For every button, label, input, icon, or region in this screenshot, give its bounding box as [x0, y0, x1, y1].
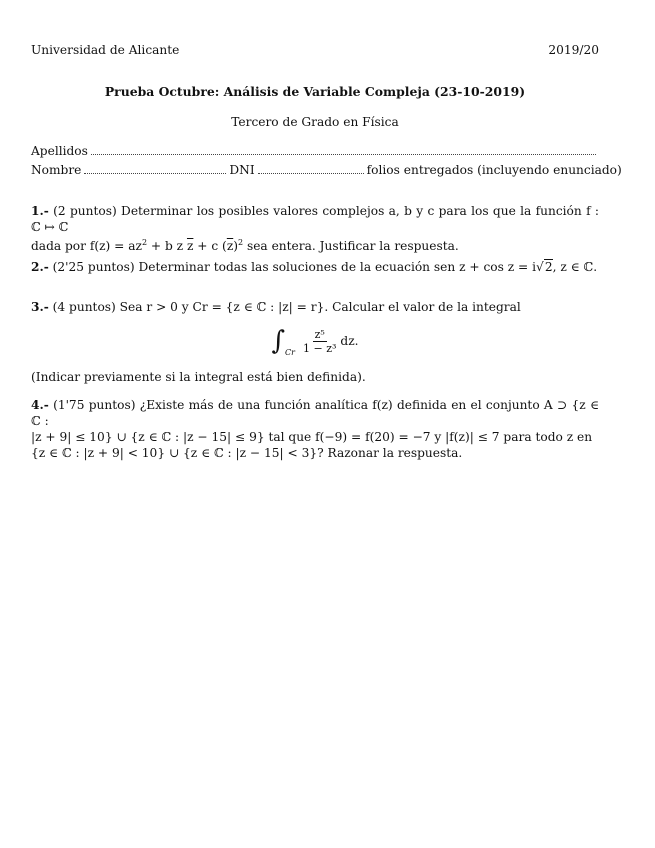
exam-subtitle: Tercero de Grado en Física: [231, 115, 399, 129]
question-4-line-2: |z + 9| ≤ 10} ∪ {z ∈ ℂ : |z − 15| ≤ 9} tal que f(−9) = f(20) = −7 y |f(z)| ≤ 7 para todo z en: [31, 430, 593, 444]
integrand-denominator: 1 − z³: [302, 341, 337, 355]
apellidos-line: [31, 143, 599, 159]
integral-sign: ∫: [271, 326, 286, 356]
question-3-text: (4 puntos) Sea r > 0 y Cr = {z ∈ ℂ : |z| = r}. Calcular el valor de la integral: [52, 300, 521, 314]
question-4-line-3: {z ∈ ℂ : |z + 9| < 10} ∪ {z ∈ ℂ : |z − 15| < 3}? Razonar la respuesta.: [31, 446, 463, 460]
dni-label: DNI: [229, 163, 255, 177]
q1-line-end: sea entera. Justificar la respuesta.: [243, 239, 459, 254]
integrand-numerator: z⁵: [314, 327, 325, 341]
question-4-line-1: (1'75 puntos) ¿Existe más de una función analítica f(z) definida en el conjunto A ⊃ {z ∈ ℂ :: [31, 398, 599, 428]
dni-field[interactable]: [258, 163, 364, 174]
academic-year: 2019/20: [548, 43, 599, 57]
q1-formula-start: dada por f(z) = az: [31, 239, 142, 254]
nombre-label: Nombre: [31, 163, 82, 177]
folios-label: folios entregados (incluyendo enunciado): [366, 163, 622, 177]
integral-differential: dz.: [340, 334, 359, 348]
nombre-field[interactable]: [84, 163, 226, 174]
question-2-text-end: , z ∈ ℂ.: [552, 260, 598, 274]
exam-title: Prueba Octubre: Análisis de Variable Compleja (23-10-2019): [104, 84, 526, 99]
q1-conjugate-z: $\overline{z}$: [186, 239, 194, 254]
question-2: 2.- (2'25 puntos) Determinar todas las soluciones de la ecuación sen z + cos z = i√2, z ∈ ℂ.: [31, 260, 598, 274]
q1-formula-close: ): [233, 239, 238, 254]
question-1: [31, 203, 599, 254]
question-1-number: 1.-: [31, 204, 49, 218]
question-3-number: 3.-: [31, 300, 49, 314]
university-name: Universidad de Alicante: [31, 43, 180, 57]
question-1-line-1: (2 puntos) Determinar los posibles valores complejos a, b y c para los que la función f : ℂ ↦ ℂ: [31, 204, 600, 234]
question-4: [31, 397, 599, 461]
q2-sqrt-arg: 2: [544, 260, 553, 274]
q1-formula-mid2: + c (: [193, 239, 227, 254]
question-3: [31, 299, 599, 315]
integral-formula: [31, 326, 599, 362]
apellidos-label: Apellidos: [31, 144, 88, 158]
integrand-fraction: [303, 328, 336, 355]
question-4-number: 4.-: [31, 398, 49, 412]
apellidos-field[interactable]: [91, 144, 596, 155]
question-1-line-2: dada por $f(z) = az^2 + b$ z $\overline{z} + c$ $(\overline{z})^2$ sea entera. Justificar la respuesta.: [31, 238, 459, 254]
nombre-line: [31, 162, 622, 178]
question-2-text: (2'25 puntos) Determinar todas las soluciones de la ecuación sen z + cos z = i: [52, 260, 537, 274]
question-2-number: 2.-: [31, 260, 49, 274]
question-3-note: (Indicar previamente si la integral está bien definida).: [31, 370, 366, 384]
integral-contour: Cr: [285, 348, 295, 357]
q1-formula-mid: + b z: [147, 239, 187, 254]
q1-conjugate-z2: $\overline{z}$: [226, 239, 234, 254]
